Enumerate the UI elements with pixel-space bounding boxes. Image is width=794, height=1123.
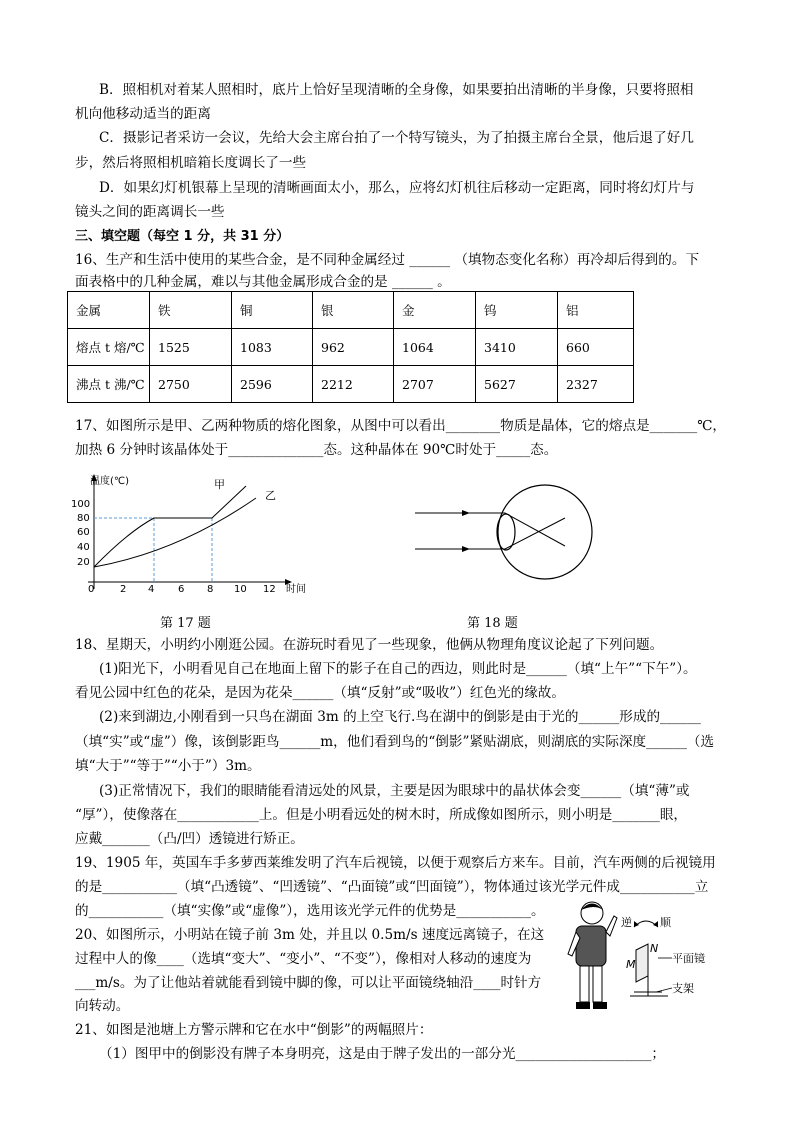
graph-xlabel: 时间	[286, 584, 306, 595]
table-cell: 2212	[313, 366, 394, 403]
graph-ylabel: 温度(℃)	[90, 476, 130, 487]
xtick-label: 4	[148, 584, 155, 595]
xtick-label: 6	[178, 584, 185, 595]
option-c-line1: C．摄影记者采访一会议，先给大会主席台拍了一个特写镜头，为了拍摄主席台全景，他后退了好几	[99, 130, 694, 146]
q19-line2: 的是___________（填“凸透镜”、“凹透镜”、“凸面镜”或“凹面镜”），物体通过该光学元件成___________立	[75, 879, 709, 895]
label-stand: 支架	[672, 982, 694, 995]
option-b-line2: 机向他移动适当的距离	[75, 106, 211, 122]
table-cell: 2327	[558, 366, 634, 403]
q16-line1: 16、生产和生活中使用的某些合金，是不同种金属经过 ______ （填物态变化名称）再冷却后得到的。下	[75, 252, 700, 268]
table-cell: 熔点 t 熔/℃	[68, 329, 150, 366]
mirror-figure	[562, 896, 722, 1018]
xtick-label: 8	[207, 584, 214, 595]
curve-jia	[94, 486, 246, 567]
table-cell: 962	[313, 329, 394, 366]
table-cell: 1525	[150, 329, 232, 366]
table-cell: 660	[558, 329, 634, 366]
q18-p3a: (3)正常情况下，我们的眼睛能看清远处的风景，主要是因为眼球中的晶状体会变______（填“薄”或	[99, 783, 690, 799]
table-cell: 铜	[232, 292, 313, 329]
label-ni: 逆	[621, 916, 632, 929]
table-cell: 金属	[68, 292, 150, 329]
q18-p2a: (2)来到湖边,小刚看到一只鸟在湖面 3m 的上空飞行.鸟在湖中的倒影是由于光的______形成的______	[99, 709, 701, 725]
q18-line1: 18、星期天，小明约小刚逛公园。在游玩时看见了一些现象，他俩从物理角度议论起了下列问题。	[75, 637, 664, 653]
q18-p3c: 应戴_______（凸/凹）透镜进行矫正。	[75, 831, 304, 847]
table-cell: 银	[313, 292, 394, 329]
caption-fig17: 第 17 题	[160, 616, 211, 631]
table-cell: 铁	[150, 292, 232, 329]
xtick-label: 10	[234, 584, 247, 595]
label-shun: 顺	[660, 916, 671, 929]
section-heading: 三、填空题（每空 1 分，共 31 分）	[75, 229, 290, 244]
metal-table	[67, 291, 634, 403]
table-row	[68, 292, 634, 329]
q21-line2: （1）图甲中的倒影没有牌子本身明亮，这是由于牌子发出的一部分光____________________；	[99, 1046, 665, 1062]
caption-fig18: 第 18 题	[467, 616, 518, 631]
q19-line1: 19、1905 年，英国车手多萝西莱维发明了汽车后视镜，以便于观察后方来车。目前，汽车两侧的后视镜用	[75, 855, 716, 871]
q18-p2b: （填“实”或“虚”）像，该倒影距鸟______m，他们看到鸟的“倒影”紧贴湖底，则湖底的实际深度______（选	[75, 734, 715, 750]
q18-p2c: 填“大于”“等于”“小于”）3m。	[75, 758, 261, 774]
option-c-line2: 步，然后将照相机暗箱长度调长了一些	[75, 155, 307, 171]
q19-line3: 的___________（填“实像”或“虚像”），选用该光学元件的优势是___________。	[75, 903, 545, 919]
table-cell: 1064	[394, 329, 476, 366]
xtick-label: 0	[88, 584, 95, 595]
table-cell: 铝	[558, 292, 634, 329]
label-m: M	[626, 958, 636, 971]
table-cell: 5627	[476, 366, 558, 403]
table-cell: 2707	[394, 366, 476, 403]
option-d-line2: 镜头之间的距离调长一些	[75, 204, 225, 220]
q18-p1b: 看见公园中红色的花朵，是因为花朵______（填“反射”或“吸收”）红色光的缘故。	[75, 685, 565, 701]
curve-yi	[94, 498, 256, 567]
q17-line1: 17、如图所示是甲、乙两种物质的熔化图象，从图中可以看出________物质是晶体，它的熔点是_______℃，	[75, 418, 727, 434]
q16-line2: 面表格中的几种金属，难以与其他金属形成合金的是 ______ 。	[75, 274, 451, 290]
table-cell: 3410	[476, 329, 558, 366]
eye-diagram	[410, 480, 610, 600]
table-cell: 钨	[476, 292, 558, 329]
label-n: N	[650, 942, 659, 955]
ytick-label: 20	[77, 557, 90, 568]
q20-line4: 向转动。	[75, 998, 130, 1014]
boy-illustration	[568, 902, 617, 1009]
q18-p1a: (1)阳光下，小明看见自己在地面上留下的影子在自己的西边，则此时是______（填“上午”“下午”）。	[99, 661, 697, 677]
table-cell: 2596	[232, 366, 313, 403]
label-yi: 乙	[265, 489, 276, 502]
melting-graph	[68, 472, 328, 602]
q20-line1: 20、如图所示，小明站在镜子前 3m 处，并且以 0.5m/s 速度远离镜子，在这	[75, 927, 545, 943]
table-cell: 2750	[150, 366, 232, 403]
table-row	[68, 366, 634, 403]
table-cell: 沸点 t 沸/℃	[68, 366, 150, 403]
q20-line2: 过程中人的像____（选填“变大”、“变小”、“不变”），像相对人移动的速度为	[75, 951, 532, 967]
option-d-line1: D．如果幻灯机银幕上呈现的清晰画面太小，那么，应将幻灯机往后移动一定距离，同时将幻灯片与	[99, 180, 695, 196]
ytick-label: 40	[77, 542, 90, 553]
xtick-label: 2	[120, 584, 127, 595]
q20-line3: ___m/s。为了让他站着就能看到镜中脚的像，可以让平面镜绕轴沿____时针方	[75, 975, 542, 991]
label-jia: 甲	[214, 478, 225, 491]
mirror-icon	[636, 944, 648, 982]
q18-p3b: “厚”），使像落在____________上。但是小明看远处的树木时，所成像如图所示，则小明是_______眼，	[75, 807, 688, 823]
table-row	[68, 329, 634, 366]
ytick-label: 80	[77, 513, 90, 524]
label-mirror: 平面镜	[672, 952, 705, 965]
table-cell: 金	[394, 292, 476, 329]
option-b-line1: B．照相机对着某人照相时，底片上恰好呈现清晰的全身像，如果要拍出清晰的半身像，只要将照相	[99, 82, 694, 98]
ytick-label: 60	[77, 527, 90, 538]
q17-line2: 加热 6 分钟时该晶体处于______________态。这种晶体在 90℃时处于_____态。	[75, 442, 558, 458]
table-cell: 1083	[232, 329, 313, 366]
xtick-label: 12	[263, 584, 276, 595]
q21-line1: 21、如图是池塘上方警示牌和它在水中“倒影”的两幅照片：	[75, 1022, 433, 1038]
ytick-label: 100	[71, 499, 91, 510]
